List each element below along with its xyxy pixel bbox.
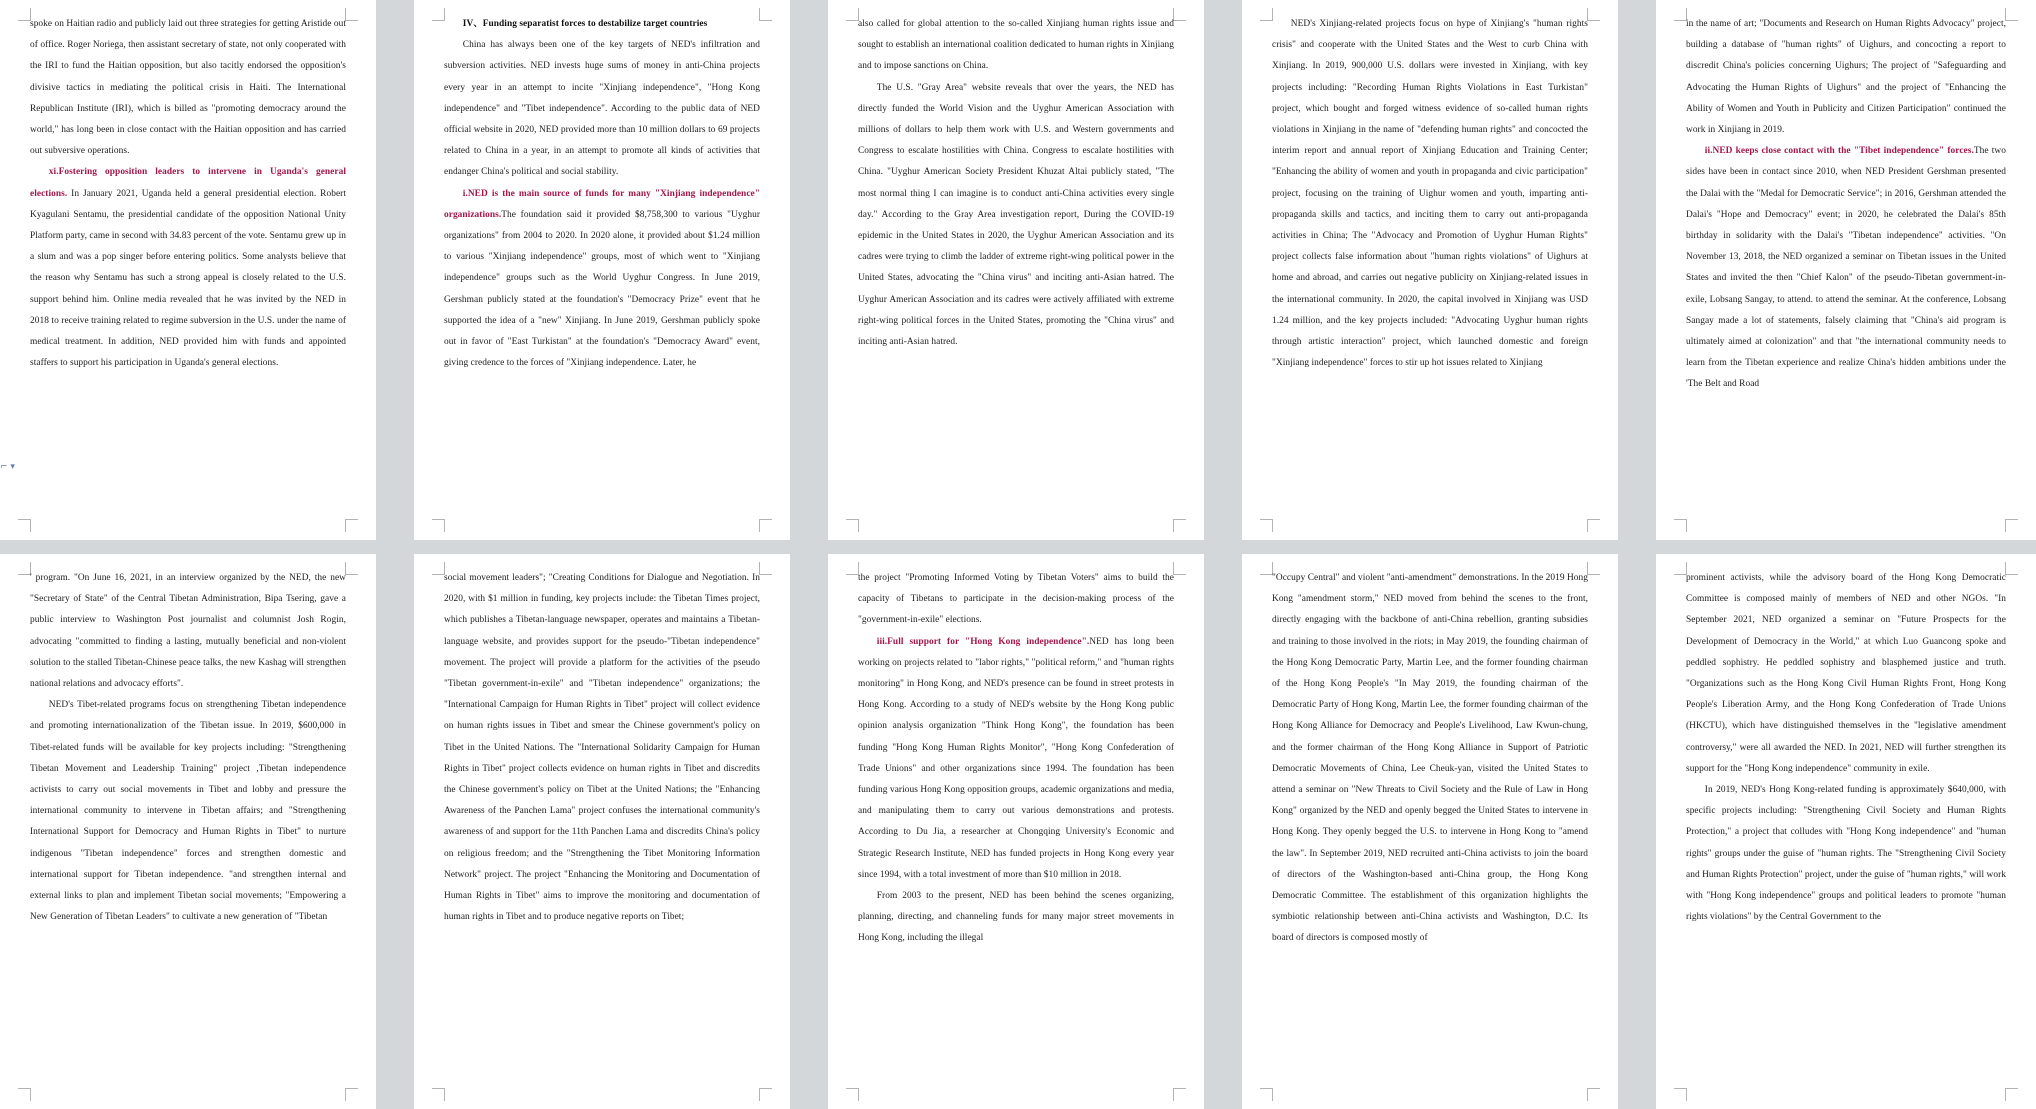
paragraph-marker-icon[interactable]: ⌐ ▾ [0, 462, 15, 472]
crop-mark-top-right [2005, 8, 2018, 21]
crop-mark-bottom-left [846, 519, 859, 532]
crop-mark-top-right [1173, 8, 1186, 21]
crop-mark-bottom-right [1173, 1088, 1186, 1101]
page-gap [790, 0, 828, 540]
page-body[interactable] [30, 14, 346, 518]
crop-mark-bottom-left [846, 1088, 859, 1101]
crop-mark-top-right [1173, 562, 1186, 575]
page-body[interactable] [1272, 14, 1588, 518]
crop-mark-bottom-left [432, 519, 445, 532]
paragraph[interactable]: social movement leaders"; "Creating Conditions for Dialogue and Negotiation. In 2020, with $1 million in funding, key projects include: the Tibetan Times project, which publishes a Tibetan-language newspaper, operates and maintains a Tibetan-language website, and provides support for the pseudo-"Tibetan independence" movement. The project will provide a platform for the activities of the pseudo "Tibetan government-in-exile" and "Tibetan independence" organizations; the "International Campaign for Human Rights in Tibet" project will collect evidence on human rights issues in Tibet and smear the Chinese government's policy on Tibet in the United Nations. The "International Solidarity Campaign for Human Rights in Tibet" project collects evidence on human rights in Tibet and discredits the Chinese government's policy on Tibet at the United Nations; the "Enhancing Awareness of the Panchen Lama" project confuses the international community's awareness of and support for the 11th Panchen Lama and discredits China's policy on religious freedom; and the "Strengthening the Tibet Monitoring Information Network" project. The project "Enhancing the Monitoring and Documentation of Human Rights in Tibet" aims to improve the monitoring and documentation of human rights in Tibet and to produce negative reports on Tibet; [444, 573, 760, 923]
section-heading: xi.Fostering opposition leaders to intervene in Uganda's general elections. [30, 167, 346, 199]
page-8[interactable] [828, 554, 1204, 1109]
crop-mark-bottom-right [759, 1088, 772, 1101]
crop-mark-top-right [759, 562, 772, 575]
paragraph[interactable]: NED's Xinjiang-related projects focus on hype of Xinjiang's "human rights crisis" and cooperate with the United States and the West to curb China with Xinjiang. In 2019, 900,000 U.S. dollars were invested in Xinjiang, with key projects including: "Recording Human Rights Violations in East Turkistan" project, which bought and forged witness evidence of so-called human rights violations in Xinjiang in the name of "defending human rights" and concocted the interim report and annual report of Xinjiang Education and Training Center; "Enhancing the ability of women and youth in propaganda and civic participation" project, focusing on the training of Uighur women and youth, imparting anti-propaganda skills and tactics, and inciting them to carry out anti-propaganda activities in China; The "Advocacy and Promotion of Uyghur Human Rights" project collects false information about "human rights violations" of Uighurs at home and abroad, and carries out negative publicity on Xinjiang-related issues in the international community. In 2020, the capital involved in Xinjiang was USD 1.24 million, and the key projects included: "Advocating Uyghur human rights through artistic interaction" project, which launched domestic and foreign "Xinjiang independence" forces to stir up hot issues related to Xinjiang [1272, 19, 1588, 369]
crop-mark-bottom-left [1260, 519, 1273, 532]
page-gap [376, 0, 414, 540]
paragraph[interactable]: In 2019, NED's Hong Kong-related funding is approximately $640,000, with specific projects including: "Strengthening Civil Society and Human Rights Protection," a project that colludes with "Hong Kong independence" and "human rights" groups under the guise of "human rights. The "Strengthening Civil Society and Human Rights Protection" project, under the guise of "human rights," will work with "Hong Kong independence" groups and political leaders to promote "human rights violations" by the Central Government to the [1686, 785, 2006, 923]
page-gap [1618, 0, 1656, 540]
page-gap [1618, 554, 1656, 1109]
crop-mark-bottom-left [18, 519, 31, 532]
crop-mark-bottom-right [1587, 1088, 1600, 1101]
paragraph[interactable]: From 2003 to the present, NED has been behind the scenes organizing, planning, directing, and channeling funds for many major street movements in Hong Kong, including the illegal [858, 891, 1174, 944]
paragraph[interactable]: the project "Promoting Informed Voting by Tibetan Voters" aims to build the capacity of Tibetans to participate in the decision-making process of the "government-in-exile" elections. [858, 573, 1174, 626]
page-10[interactable] [1656, 554, 2036, 1109]
row-gap [0, 540, 2036, 554]
crop-mark-bottom-left [432, 1088, 445, 1101]
page-body[interactable] [1272, 568, 1588, 1087]
paragraph[interactable]: spoke on Haitian radio and publicly laid out three strategies for getting Aristide out of office. Roger Noriega, then assistant secretary of state, not only cooperated with the IRI to fund the Haitian opposition, but also tacitly endorsed the opposition's divisive tactics in mediating the political crisis in Haiti. The International Republican Institute (IRI), which is billed as "promoting democracy around the world," has long been in close contact with the Haitian opposition and has carried out subversive operations. [30, 19, 346, 157]
paragraph[interactable]: NED's Tibet-related programs focus on strengthening Tibetan independence and promoting internationalization of the Tibetan issue. In 2019, $600,000 in Tibet-related funds will be available for key projects including: "Strengthening Tibetan Movement and Leadership Training" project ,Tibetan independence activists to carry out social movements in Tibet and lobby and pressure the international community to intervene in Tibetan affairs; and "Strengthening International Support for Democracy and Human Rights in Tibet" to nurture indigenous "Tibetan independence" forces and strengthen domestic and international support for Tibetan independence. "and strengthen internal and external links to plan and implement Tibetan social movements; "Empowering a New Generation of Tibetan Leaders" to cultivate a new generation of "Tibetan [30, 700, 346, 923]
page-body[interactable] [444, 568, 760, 1087]
crop-mark-top-right [345, 8, 358, 21]
paragraph[interactable] [30, 162, 346, 374]
paragraph-text: The two sides have been in contact since 2010, when NED President Gershman presented the Dalai with the "Medal for Democratic Service"; in 2016, Gershman attended the Dalai's "Hope and Democracy" event; in 2020, he celebrated the Dalai's 85th birthday in solidarity with the Dalai's "Tibetan independence" activities. "On November 13, 2018, the NED organized a seminar on Tibetan issues in the United States and invited the then "Chief Kalon" of the pseudo-Tibetan government-in-exile, Lobsang Sangay, to attend. to attend the seminar. At the conference, Lobsang Sangay made a lot of statements, falsely claiming that "China's aid program is ultimately aimed at colonization" and that "the international community needs to learn from the Tibetan experience and realize China's hidden ambitions under the 'The Belt and Road [1686, 146, 2006, 390]
crop-mark-top-right [345, 562, 358, 575]
page-6[interactable] [0, 554, 376, 1109]
crop-mark-bottom-left [1674, 1088, 1687, 1101]
paragraph[interactable]: also called for global attention to the so-called Xinjiang human rights issue and sought to establish an international coalition dedicated to human rights in Xinjiang and to impose sanctions on China. [858, 19, 1174, 72]
crop-mark-top-right [1587, 8, 1600, 21]
paragraph[interactable]: in the name of art; "Documents and Research on Human Rights Advocacy" project, building a database of "human rights" of Uighurs, and concocting a report to discredit China's policies concerning Uighurs; The project of "Safeguarding and Advocating the Human Rights of Uighurs" and the project of "Enhancing the Ability of Women and Youth in Publicity and Citizen Participation" continued the work in Xinjiang in 2019. [1686, 19, 2006, 136]
crop-mark-bottom-left [1674, 519, 1687, 532]
section-heading: ii.NED keeps close contact with the "Tibet independence" forces. [1704, 146, 1974, 157]
page-gap [376, 554, 414, 1109]
page-body[interactable] [30, 568, 346, 1087]
page-7[interactable] [414, 554, 790, 1109]
section-heading: iii.Full support for "Hong Kong independence". [876, 636, 1090, 647]
page-3[interactable] [828, 0, 1204, 540]
paragraph[interactable] [858, 632, 1174, 886]
crop-mark-top-right [759, 8, 772, 21]
crop-mark-bottom-right [345, 1088, 358, 1101]
page-body[interactable] [1686, 568, 2006, 1087]
page-2[interactable] [414, 0, 790, 540]
page-body[interactable] [1686, 14, 2006, 518]
crop-mark-top-right [2005, 562, 2018, 575]
section-heading[interactable]: IV、Funding separatist forces to destabilize target countries [462, 19, 708, 29]
paragraph-text: In January 2021, Uganda held a general presidential election. Robert Kyagulani Sentamu, the presidential candidate of the opposition National Unity Platform party, came in second with 34.83 percent of the vote. Sentamu grew up in a slum and was a pop singer before entering politics. Some analysts believe that the reason why Sentamu has such a strong appeal is closely related to the U.S. support behind him. Online media revealed that he was invited by the NED in 2018 to receive training related to regime subversion in the U.S. under the name of medical treatment. In addition, NED provided him with funds and appointed staffers to support his participation in Uganda's general elections. [30, 188, 346, 369]
paragraph[interactable]: The U.S. "Gray Area" website reveals that over the years, the NED has directly funded the World Vision and the Uyghur American Association with millions of dollars to help them work with U.S. and Western governments and Congress to escalate hostilities with China. Congress to escalate hostilities with China. "Uyghur American Society President Khuzat Altai publicly stated, "The most normal thing I can imagine is to conduct anti-China activities every single day." According to the Gray Area investigation report, During the COVID-19 epidemic in the United States in 2020, the Uyghur American Association and its cadres were trying to climb the ladder of extreme right-wing political power in the United States, advocating the "China virus" and inciting anti-Asian hatred. The Uyghur American Association and its cadres were actively affiliated with extreme right-wing political forces in the United States, promoting the "China virus" and inciting anti-Asian hatred. [858, 82, 1174, 348]
page-9[interactable] [1242, 554, 1618, 1109]
crop-mark-bottom-right [2005, 1088, 2018, 1101]
page-gap [1204, 554, 1242, 1109]
crop-mark-bottom-right [1173, 519, 1186, 532]
paragraph[interactable]: ' program. "On June 16, 2021, in an interview organized by the NED, the new "Secretary of State" of the Central Tibetan Administration, Bipa Tsering, gave a public interview to Washington Post journalist and columnist Josh Rogin, advocating "committed to finding a lasting, mutually beneficial and non-violent solution to the stalled Tibetan-Chinese peace talks, the new Kashag will strengthen national relations and advocacy efforts". [30, 573, 346, 690]
crop-mark-bottom-right [1587, 519, 1600, 532]
crop-mark-bottom-right [759, 519, 772, 532]
page-body[interactable] [858, 14, 1174, 518]
paragraph-text: NED has long been working on projects related to "labor rights," "political reform," and "human rights monitoring" in Hong Kong, and NED's presence can be found in street protests in Hong Kong. According to a study of NED's website by the Hong Kong public opinion analysis organization "Think Hong Kong", the foundation has been funding "Hong Kong Human Rights Monitor", "Hong Kong Confederation of Trade Unions" and other organizations since 1994. The foundation has been funding various Hong Kong opposition groups, academic organizations and media, and manipulating them to carry out various demonstrations and protests. According to Du Jia, a researcher at Chongqing University's Economic and Strategic Research Institute, NED has funded projects in Hong Kong every year since 1994, with a total investment of more than $10 million in 2018. [858, 636, 1174, 880]
crop-mark-top-right [1587, 562, 1600, 575]
paragraph[interactable] [1686, 141, 2006, 395]
crop-mark-bottom-left [18, 1088, 31, 1101]
page-body[interactable] [858, 568, 1174, 1087]
paragraph[interactable] [444, 184, 760, 375]
section-heading: i.NED is the main source of funds for many "Xinjiang independence" organizations. [444, 188, 760, 220]
paragraph[interactable]: "Occupy Central" and violent "anti-amendment" demonstrations. In the 2019 Hong Kong "amendment storm," NED moved from behind the scenes to the front, directly engaging with the backbone of anti-China rebellion, granting subsidies and training to those involved in the riots; in May 2019, the founding chairman of the Hong Kong Democratic Party, Martin Lee, and the former founding chairman of the Hong Kong People's "In May 2019, the founding chairman of the Democratic Party of Hong Kong, Martin Lee, the former founding chairman of the Hong Kong Alliance for Democracy and People's Livelihood, Law Kwun-chung, and the former chairman of the Hong Kong Alliance in Support of Patriotic Democratic Movements of China, Lee Cheuk-yan, visited the United States to attend a seminar on "New Threats to Civil Society and the Rule of Law in Hong Kong" organized by the NED and openly begged the United States to intervene in Hong Kong. They openly begged the U.S. to intervene in Hong Kong to "amend the law". In September 2019, NED recruited anti-China activists to join the board of directors of the Washington-based anti-China group, the Hong Kong Democratic Committee. The establishment of this organization highlights the symbiotic relationship between anti-China activists and Washington, D.C. Its board of directors is composed mostly of [1272, 573, 1588, 944]
paragraph-text: The foundation said it provided $8,758,300 to various "Uyghur organizations" from 2004 to 2020. In 2020 alone, it provided about $1.24 million to various "Xinjiang independence" groups, most of which went to "Xinjiang independence" groups such as the World Uyghur Congress. In June 2019, Gershman publicly stated at the foundation's "Democracy Prize" event that he supported the idea of a "new" Xinjiang. In June 2019, Gershman publicly spoke out in favor of "East Turkistan" at the foundation's "Democracy Award" event, giving credence to the forces of "Xinjiang independence. Later, he [444, 209, 760, 369]
paragraph[interactable]: prominent activists, while the advisory board of the Hong Kong Democratic Committee is composed mainly of members of NED and other NGOs. "In September 2021, NED organized a seminar on "Future Prospects for the Development of Democracy in the World," at which Luo Guancong spoke and peddled sophistry. He peddled sophistry and blasphemed justice and truth. "Organizations such as the Hong Kong Civil Human Rights Front, Hong Kong People's Liberation Army, and the Hong Kong Confederation of Trade Unions (HKCTU), which have distinguished themselves in the "legislative amendment controversy," were all awarded the NED. In 2021, NED will further strengthen its support for the "Hong Kong independence" community in exile. [1686, 573, 2006, 774]
page-5[interactable] [1656, 0, 2036, 540]
page-1[interactable] [0, 0, 376, 540]
crop-mark-bottom-right [2005, 519, 2018, 532]
page-gap [790, 554, 828, 1109]
crop-mark-bottom-left [1260, 1088, 1273, 1101]
page-body[interactable] [444, 14, 760, 518]
page-gap [1204, 0, 1242, 540]
page-4[interactable] [1242, 0, 1618, 540]
paragraph[interactable]: China has always been one of the key targets of NED's infiltration and subversion activities. NED invests huge sums of money in anti-China projects every year in an attempt to incite "Xinjiang independence", "Hong Kong independence" and "Tibet independence". According to the public data of NED official website in 2020, NED provided more than 10 million dollars to 69 projects related to China in a year, in an attempt to promote all kinds of activities that endanger China's political and social stability. [444, 40, 760, 178]
crop-mark-bottom-right [345, 519, 358, 532]
